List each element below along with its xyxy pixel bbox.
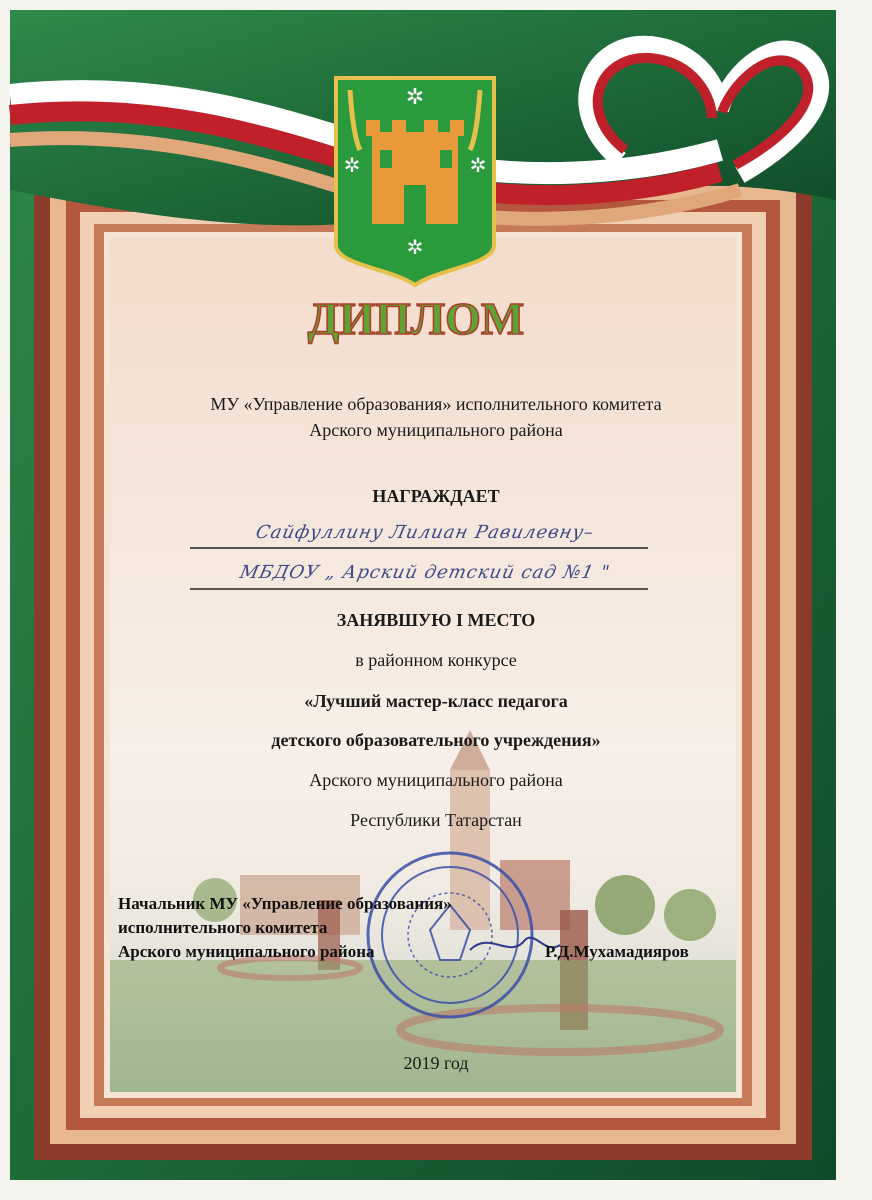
svg-text:✲: ✲ xyxy=(469,153,487,177)
region-line-2: Республики Татарстан xyxy=(350,810,522,830)
awards-label: НАГРАЖДАЕТ xyxy=(372,486,500,506)
issuer-line-2: Арского муниципального района xyxy=(309,420,563,440)
diploma-title: ДИПЛОМ xyxy=(307,293,525,344)
issuer-line-1: МУ «Управление образования» исполнительного комитета xyxy=(210,394,662,414)
contest-intro: в районном конкурсе xyxy=(355,650,517,670)
recipient-organization-handwritten: МБДОУ „ Арский детский сад №1 " xyxy=(237,562,613,583)
signer-title-line-3: Арского муниципального района xyxy=(118,942,375,961)
svg-text:✲: ✲ xyxy=(405,85,425,110)
coat-of-arms-emblem xyxy=(336,78,494,285)
svg-text:✲: ✲ xyxy=(406,235,424,259)
recipient-name-handwritten: Сайфуллину Лилиан Равилевну– xyxy=(253,522,597,543)
place-label: ЗАНЯВШУЮ I МЕСТО xyxy=(336,610,536,630)
signer-title-line-2: исполнительного комитета xyxy=(118,918,328,937)
contest-name-line-1: «Лучший мастер-класс педагога xyxy=(304,691,568,711)
diploma-title-graphic xyxy=(300,290,572,360)
contest-name-line-2: детского образовательного учреждения» xyxy=(271,730,601,750)
signer-name: Р.Д.Мухамадияров xyxy=(545,942,689,961)
region-line-1: Арского муниципального района xyxy=(309,770,563,790)
signer-title-line-1: Начальник МУ «Управление образования» xyxy=(118,894,452,913)
diploma-year: 2019 год xyxy=(403,1053,469,1073)
svg-text:✲: ✲ xyxy=(343,153,361,177)
